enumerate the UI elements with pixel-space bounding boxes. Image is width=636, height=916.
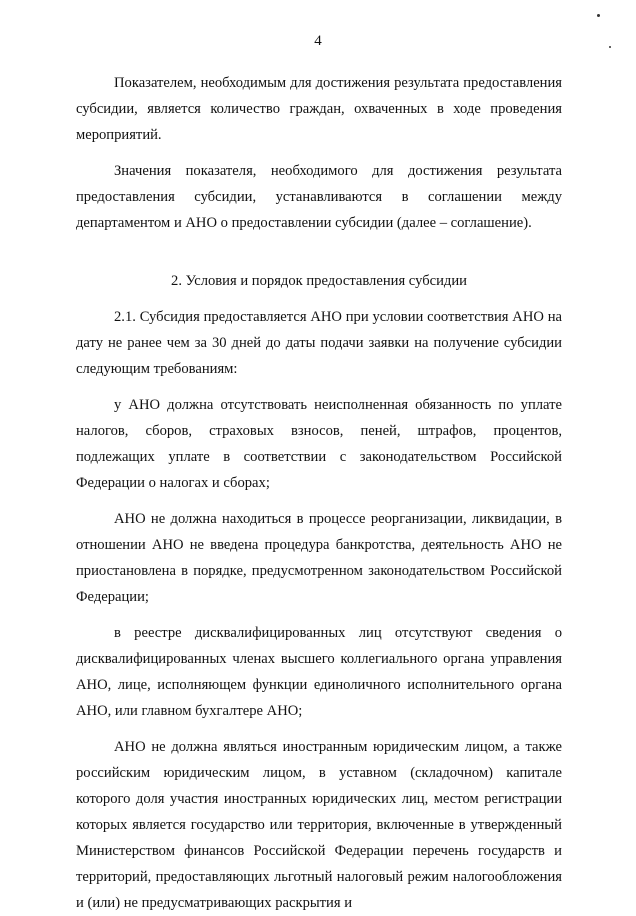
page-number: 4 bbox=[314, 33, 322, 49]
paragraph-clause-2-1: 2.1. Субсидия предоставляется АНО при условии соответствия АНО на дату не ранее чем за 30 дней до даты подачи заявки на получение субсидии следующим требованиям: bbox=[76, 309, 562, 377]
section-heading: 2. Условия и порядок предоставления субсидии bbox=[171, 273, 467, 289]
paragraph-tax-obligations: у АНО должна отсутствовать неисполненная обязанность по уплате налогов, сборов, страховых взносов, пеней, штрафов, процентов, подлежащих уплате в соответствии с законодательством Российской Федерации о налогах и сборах; bbox=[76, 397, 562, 491]
document-body bbox=[76, 70, 562, 916]
paragraph-indicator-values: Значения показателя, необходимого для достижения результата предоставления субсидии, устанавливаются в соглашении между департаментом и АНО о предоставлении субсидии (далее – соглашение). bbox=[76, 163, 562, 231]
scan-speck bbox=[609, 46, 611, 48]
paragraph-foreign-entity: АНО не должна являться иностранным юридическим лицом, а также российским юридическим лицом, в уставном (складочном) капитале которого доля участия иностранных юридических лиц, местом регистрации которых является государство или территория, включенные в утвержденный Министерством финансов Российской Федерации перечень государств и территорий, предоставляющих льготный налоговый режим налогообложения и (или) не предусматривающих раскрытия и bbox=[76, 739, 562, 911]
paragraph-disqualified-persons: в реестре дисквалифицированных лиц отсутствуют сведения о дисквалифицированных членах высшего коллегиального органа управления АНО, лице, исполняющем функции единоличного исполнительного органа АНО, или главном бухгалтере АНО; bbox=[76, 625, 562, 719]
paragraph-reorganization: АНО не должна находиться в процессе реорганизации, ликвидации, в отношении АНО не введена процедура банкротства, деятельность АНО не приостановлена в порядке, предусмотренном законодательством Российской Федерации; bbox=[76, 511, 562, 605]
paragraph-indicator: Показателем, необходимым для достижения результата предоставления субсидии, является количество граждан, охваченных в ходе проведения мероприятий. bbox=[76, 75, 562, 143]
scan-speck bbox=[597, 14, 600, 17]
